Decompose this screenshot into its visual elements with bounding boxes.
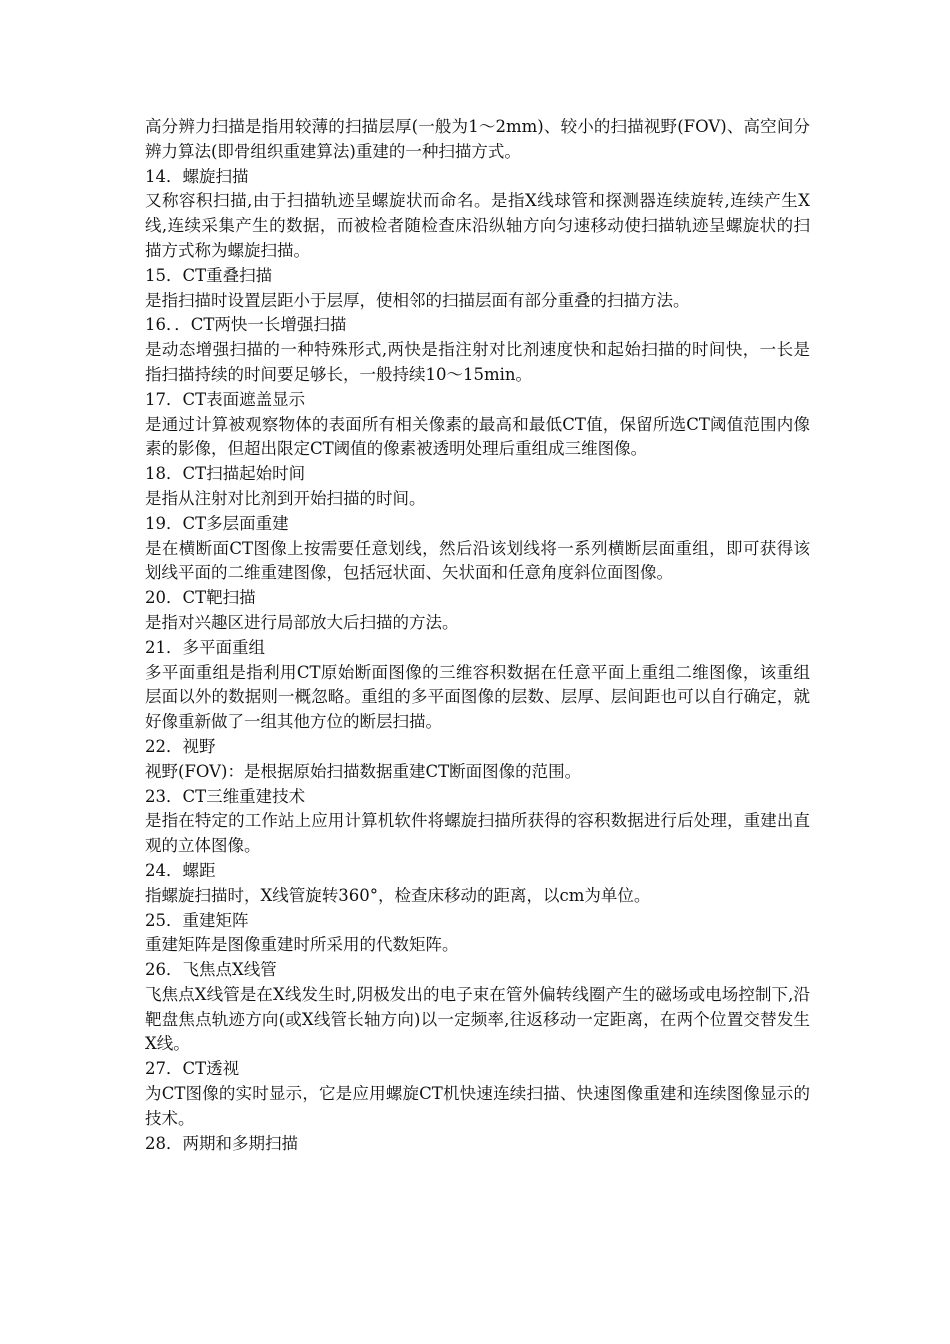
heading-15-overlap-scan: 15．CT重叠扫描 <box>145 265 273 285</box>
paragraph-target-scan: 是指对兴趣区进行局部放大后扫描的方法。 <box>145 612 459 632</box>
heading-19-multiplanar-reconstruction: 19．CT多层面重建 <box>145 513 289 533</box>
paragraph-enhanced-scan: 是动态增强扫描的一种特殊形式,两快是指注射对比剂速度快和起始扫描的时间快，一长是指扫描持续的时间要足够长，一般持续10～15min。 <box>145 340 810 384</box>
paragraph-reconstruction-matrix: 重建矩阵是图像重建时所采用的代数矩阵。 <box>145 935 459 955</box>
paragraph-scan-start-time: 是指从注射对比剂到开始扫描的时间。 <box>145 488 426 508</box>
heading-23-3d-reconstruction: 23．CT三维重建技术 <box>145 786 306 806</box>
paragraph-multiplanar-reconstruction: 是在横断面CT图像上按需要任意划线，然后沿该划线将一系列横断层面重组，即可获得该划线平面的二维重建图像，包括冠状面、矢状面和任意角度斜位面图像。 <box>145 538 810 583</box>
paragraph-3d-reconstruction: 是指在特定的工作站上应用计算机软件将螺旋扫描所获得的容积数据进行后处理，重建出直观的立体图像。 <box>145 811 810 856</box>
heading-24-pitch: 24．螺距 <box>145 860 216 880</box>
document-page <box>145 115 810 1156</box>
heading-18-scan-start-time: 18．CT扫描起始时间 <box>145 464 306 484</box>
heading-20-target-scan: 20．CT靶扫描 <box>145 588 256 608</box>
paragraph-high-resolution-scan: 高分辨力扫描是指用较薄的扫描层厚(一般为1～2mm)、较小的扫描视野(FOV)、高空间分辨力算法(即骨组织重建算法)重建的一种扫描方式。 <box>145 117 810 161</box>
paragraph-overlap-scan: 是指扫描时设置层距小于层厚，使相邻的扫描层面有部分重叠的扫描方法。 <box>145 290 690 310</box>
paragraph-helical-scan: 又称容积扫描,由于扫描轨迹呈螺旋状而命名。是指X线球管和探测器连续旋转,连续产生X线,连续采集产生的数据，而被检者随检查床沿纵轴方向匀速移动使扫描轨迹呈螺旋状的扫描方式称为螺旋扫描。 <box>145 191 810 260</box>
paragraph-flying-focal-spot: 飞焦点X线管是在X线发生时,阴极发出的电子束在管外偏转线圈产生的磁场或电场控制下,沿靶盘焦点轨迹方向(或X线管长轴方向)以一定频率,往返移动一定距离，在两个位置交替发生X线。 <box>145 984 810 1054</box>
paragraph-multiplanar-reformation: 多平面重组是指利用CT原始断面图像的三维容积数据在任意平面上重组二维图像，该重组层面以外的数据则一概忽略。重组的多平面图像的层数、层厚、层间距也可以自行确定，就好像重新做了一组其他方位的断层扫描。 <box>145 662 810 732</box>
paragraph-pitch: 指螺旋扫描时，X线管旋转360°，检查床移动的距离，以cm为单位。 <box>145 885 651 905</box>
heading-17-surface-shaded-display: 17．CT表面遮盖显示 <box>145 389 306 409</box>
heading-16-enhanced-scan: 16．．CT两快一长增强扫描 <box>145 315 347 335</box>
heading-26-flying-focal-spot: 26．飞焦点X线管 <box>145 960 277 980</box>
paragraph-surface-shaded-display: 是通过计算被观察物体的表面所有相关像素的最高和最低CT值，保留所选CT阈值范围内像素的影像，但超出限定CT阈值的像素被透明处理后重组成三维图像。 <box>145 414 810 459</box>
heading-21-multiplanar-reformation: 21．多平面重组 <box>145 637 265 657</box>
heading-22-field-of-view: 22．视野 <box>145 736 216 756</box>
heading-27-ct-fluoroscopy: 27．CT透视 <box>145 1059 240 1079</box>
paragraph-ct-fluoroscopy: 为CT图像的实时显示，它是应用螺旋CT机快速连续扫描、快速图像重建和连续图像显示的技术。 <box>145 1084 810 1128</box>
heading-28-multiphase-scan: 28．两期和多期扫描 <box>145 1133 298 1153</box>
heading-25-reconstruction-matrix: 25．重建矩阵 <box>145 910 249 930</box>
paragraph-field-of-view: 视野(FOV)：是根据原始扫描数据重建CT断面图像的范围。 <box>145 761 582 781</box>
heading-14-helical-scan: 14．螺旋扫描 <box>145 166 249 186</box>
